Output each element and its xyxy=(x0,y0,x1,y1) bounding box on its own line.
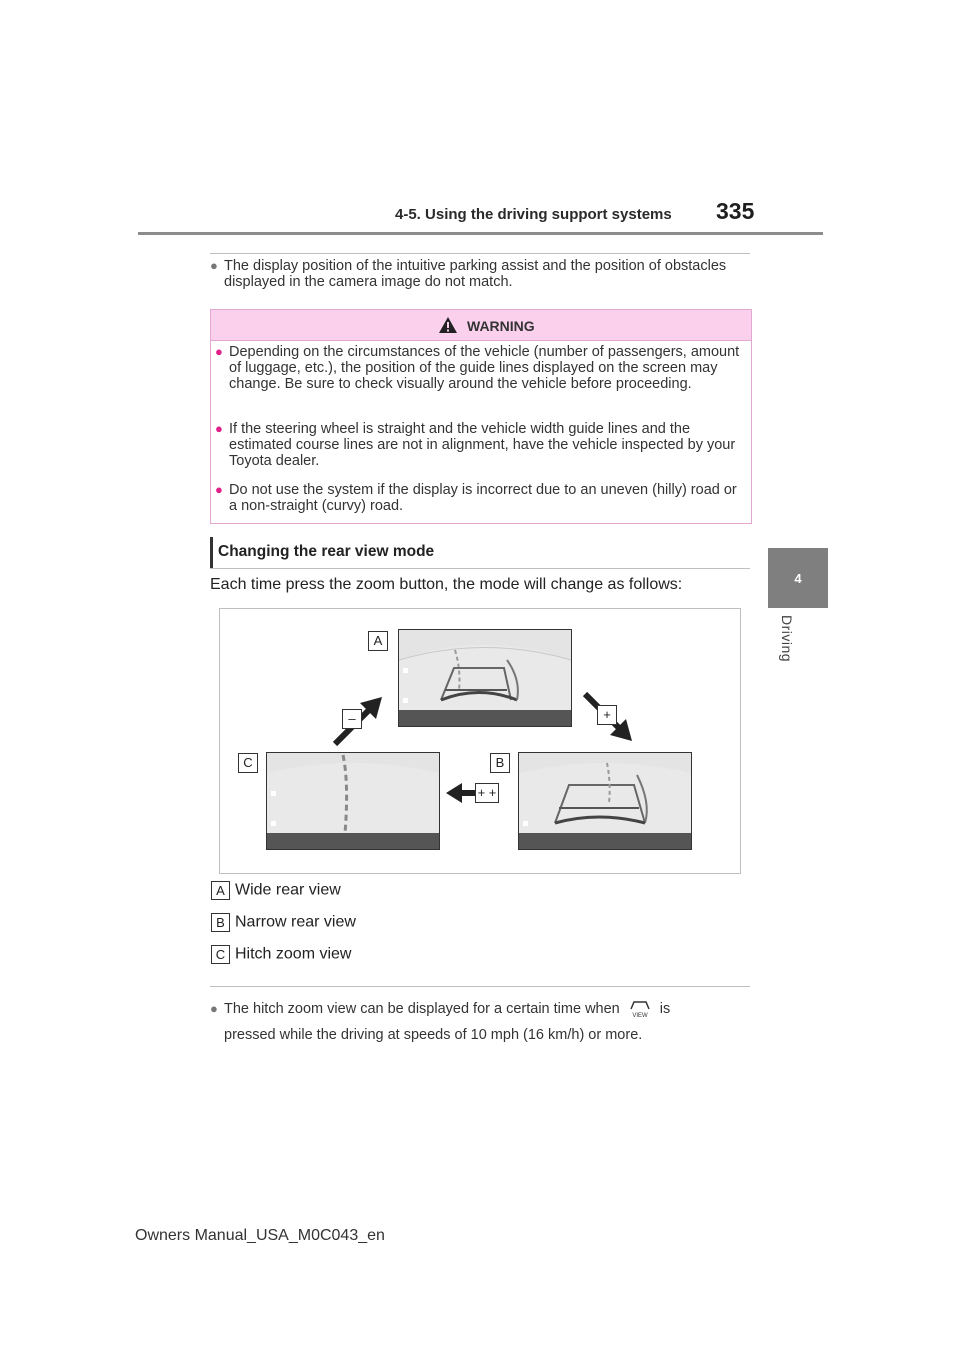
rear-view-mode-figure xyxy=(219,608,741,874)
footer-document-id: Owners Manual_USA_M0C043_en xyxy=(135,1227,385,1244)
legend-text: Wide rear view xyxy=(235,881,341,899)
bottom-note-text: pressed while the driving at speeds of 10 mph (16 km/h) or more. xyxy=(224,1027,643,1043)
minus-label: – xyxy=(342,709,362,729)
bullet-icon: ● xyxy=(210,258,218,273)
bullet-icon: ● xyxy=(215,421,223,436)
legend-row-b xyxy=(211,913,356,932)
section-title: 4-5. Using the driving support systems xyxy=(395,206,672,223)
chapter-tab: 4 xyxy=(768,548,828,608)
legend-key: A xyxy=(211,881,230,900)
warning-item-text: Depending on the circumstances of the vehicle (number of passengers, amount of luggage, etc.), the position of the guide lines displayed on the screen may change. Be sure to check visually around the vehicle before proceeding. xyxy=(229,344,740,392)
label-a: A xyxy=(368,631,388,651)
legend-row-c xyxy=(211,945,351,964)
bullet-icon: ● xyxy=(215,344,223,359)
chapter-label: Driving xyxy=(779,615,795,663)
legend-key: B xyxy=(211,913,230,932)
divider xyxy=(210,253,750,254)
warning-item xyxy=(215,421,745,469)
view-icon-label: VIEW xyxy=(632,1013,648,1019)
warning-item xyxy=(215,482,745,514)
screen-hitch-zoom-view xyxy=(266,752,440,850)
bullet-icon: ● xyxy=(210,1001,218,1016)
screen-wide-rear-view xyxy=(398,629,572,727)
subsection-paragraph: Each time press the zoom button, the mode will change as follows: xyxy=(210,576,683,593)
bottom-note xyxy=(210,996,750,1048)
legend-text: Narrow rear view xyxy=(235,913,356,931)
plus-label: + xyxy=(597,705,617,725)
warning-box xyxy=(210,309,752,524)
legend-text: Hitch zoom view xyxy=(235,945,352,963)
warning-title: WARNING xyxy=(467,318,535,334)
subsection-title: Changing the rear view mode xyxy=(218,543,435,560)
label-c: C xyxy=(238,753,258,773)
bottom-note-text: The hitch zoom view can be displayed for a certain time when xyxy=(224,1001,620,1017)
plus-plus-label: + + xyxy=(475,783,499,803)
header-rule xyxy=(138,232,823,235)
warning-item xyxy=(215,344,745,392)
page-number: 335 xyxy=(716,198,755,224)
intro-note xyxy=(210,258,750,290)
warning-header xyxy=(211,310,751,341)
screen-narrow-rear-view xyxy=(518,752,692,850)
divider xyxy=(210,568,750,569)
divider xyxy=(210,986,750,987)
warning-item-text: Do not use the system if the display is incorrect due to an uneven (hilly) road or a non-straight (curvy) road. xyxy=(229,482,737,514)
bottom-note-text: is xyxy=(659,1001,671,1017)
camera-image xyxy=(399,630,571,726)
subsection-bar xyxy=(210,537,213,569)
intro-note-text: The display position of the intuitive parking assist and the position of obstacles displayed in the camera image do not match. xyxy=(224,258,727,290)
label-b: B xyxy=(490,753,510,773)
view-button-icon xyxy=(628,1000,652,1018)
bullet-icon: ● xyxy=(215,482,223,497)
camera-image xyxy=(267,753,439,849)
legend-key: C xyxy=(211,945,230,964)
warning-item-text: If the steering wheel is straight and the vehicle width guide lines and the estimated course lines are not in alignment, have the vehicle inspected by your Toyota dealer. xyxy=(229,421,736,469)
legend-row-a xyxy=(211,881,341,900)
camera-image xyxy=(519,753,691,849)
warning-triangle-icon xyxy=(438,316,458,334)
